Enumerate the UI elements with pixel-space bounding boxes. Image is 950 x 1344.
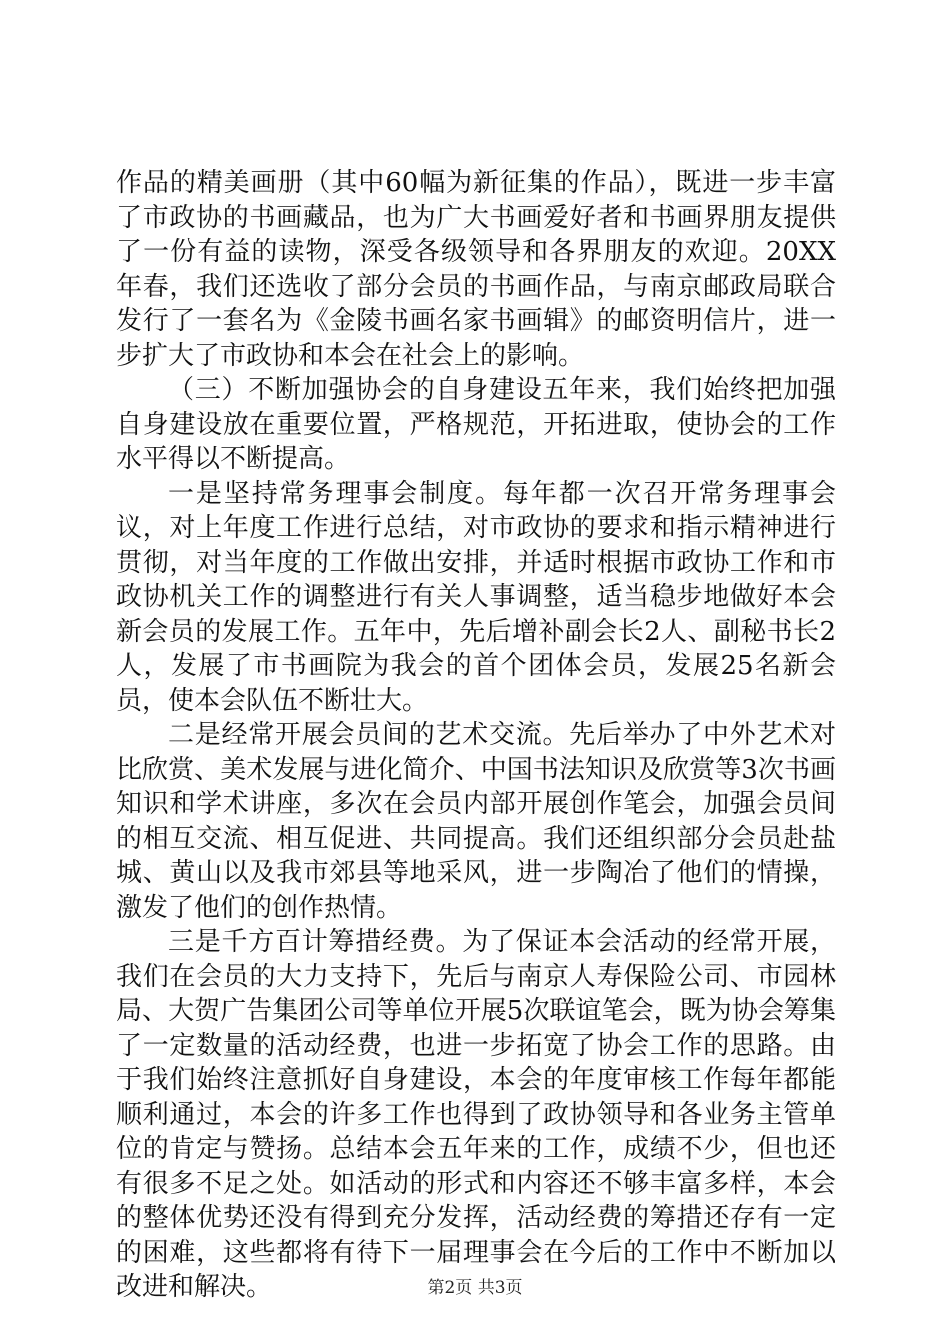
paragraph-section-three: （三）不断加强协会的自身建设五年来，我们始终把加强自身建设放在重要位置，严格规范，开拓进取，使协会的工作水平得以不断提高。 <box>116 375 836 474</box>
paragraph-continuation: 作品的精美画册（其中60幅为新征集的作品），既进一步丰富了市政协的书画藏品，也为广大书画爱好者和书画界朋友提供了一份有益的读物，深受各级领导和各界朋友的欢迎。20XX年春，我们还选收了部分会员的书画作品，与南京邮政局联合发行了一套名为《金陵书画名家书画辑》的邮资明信片，进一步扩大了市政协和本会在社会上的影响。 <box>116 168 836 371</box>
paragraph-point-one: 一是坚持常务理事会制度。每年都一次召开常务理事会议，对上年度工作进行总结，对市政协的要求和指示精神进行贯彻，对当年度的工作做出安排，并适时根据市政协工作和市政协机关工作的调整进行有关人事调整，适当稳步地做好本会新会员的发展工作。五年中，先后增补副会长2人、副秘书长2人，发展了市书画院为我会的首个团体会员，发展25名新会员，使本会队伍不断壮大。 <box>116 478 836 716</box>
paragraph-point-three: 三是千方百计筹措经费。为了保证本会活动的经常开展，我们在会员的大力支持下，先后与南京人寿保险公司、市园林局、大贺广告集团公司等单位开展5次联谊笔会，既为协会筹集了一定数量的活动经费，也进一步拓宽了协会工作的思路。由于我们始终注意抓好自身建设，本会的年度审核工作每年都能顺利通过，本会的许多工作也得到了政协领导和各业务主管单位的肯定与赞扬。总结本会五年来的工作，成绩不少，但也还有很多不足之处。如活动的形式和内容还不够丰富多样，本会的整体优势还没有得到充分发挥，活动经费的筹措还存有一定的困难，这些都将有待下一届理事会在今后的工作中不断加以改进和解决。 <box>116 927 836 1302</box>
document-body <box>116 166 836 1305</box>
page-number-footer: 第2页 共3页 <box>427 1278 523 1298</box>
paragraph-point-two: 二是经常开展会员间的艺术交流。先后举办了中外艺术对比欣赏、美术发展与进化简介、中国书法知识及欣赏等3次书画知识和学术讲座，多次在会员内部开展创作笔会，加强会员间的相互交流、相互促进、共同提高。我们还组织部分会员赴盐城、黄山以及我市郊县等地采风，进一步陶冶了他们的情操，激发了他们的创作热情。 <box>116 720 836 923</box>
